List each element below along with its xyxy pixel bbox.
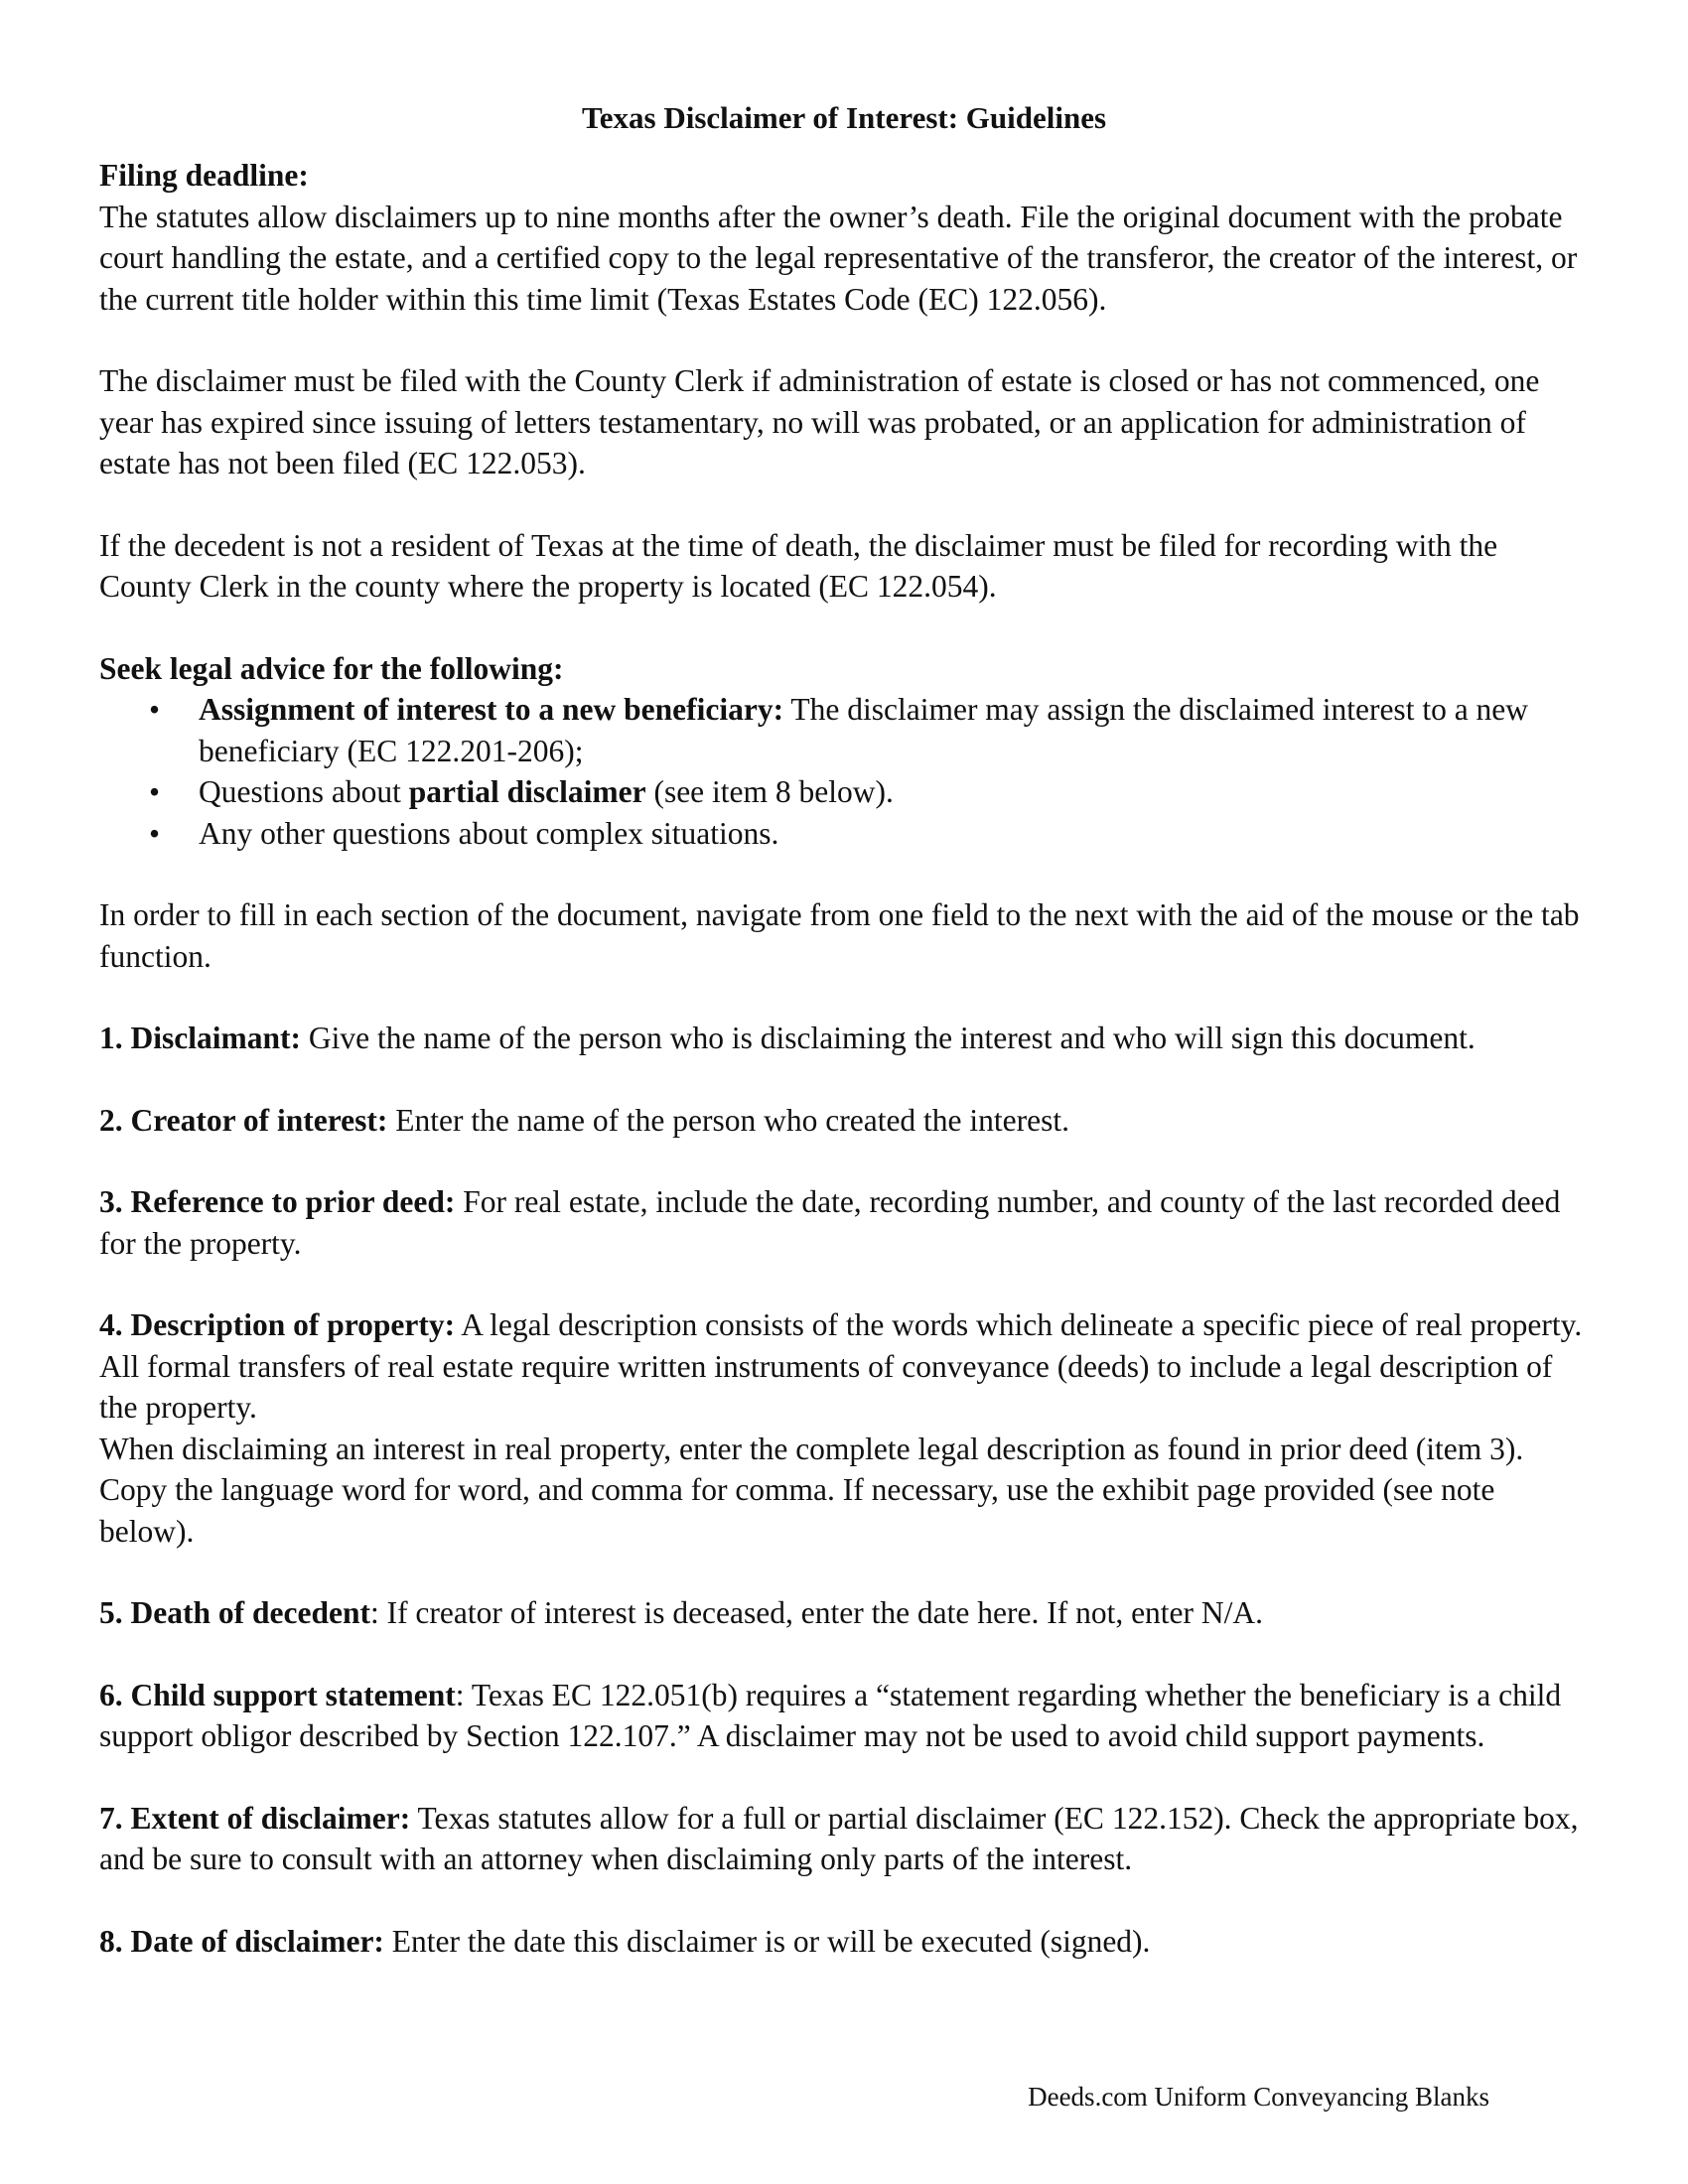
item-label: 8. Date of disclaimer: [99, 1923, 384, 1959]
item-8 [99, 1921, 1589, 1963]
bullet-1-bold: Assignment of interest to a new beneficiary: [199, 692, 784, 727]
filing-paragraph-3: If the decedent is not a resident of Texas at the time of death, the disclaimer must be filed for recording with the County Clerk in the county where the property is located (EC 122.054). [99, 527, 1498, 604]
footer-attribution: Deeds.com Uniform Conveyancing Blanks [1028, 2082, 1489, 2112]
page-title: Texas Disclaimer of Interest: Guidelines [581, 100, 1107, 135]
item-text: Texas statutes allow for a full or partial disclaimer (EC 122.152). Check the appropriate box, and be sure to consult with an attorney when disclaiming only parts of the interest. [99, 1800, 1579, 1876]
list-item [99, 771, 1589, 813]
filing-paragraph-2: The disclaimer must be filed with the County Clerk if administration of estate is closed or has not commenced, one year has expired since issuing of letters testamentary, no will was probated, or an application for administration of estate has not been filed (EC 122.053). [99, 363, 1540, 480]
item-text: A legal description consists of the words which delineate a specific piece of real property. All formal transfers of real estate require written instruments of conveyance (deeds) to include a legal description of the property. [99, 1307, 1583, 1425]
legal-advice-list [99, 689, 1589, 854]
bullet-2-bold: partial disclaimer [408, 774, 646, 809]
item-4 [99, 1304, 1589, 1429]
list-item [99, 689, 1589, 771]
item-label: 7. Extent of disclaimer: [99, 1800, 411, 1836]
item-1 [99, 1018, 1589, 1059]
item-4-extra: When disclaiming an interest in real property, enter the complete legal description as found in prior deed (item 3). Copy the language word for word, and comma for comma. If necessary, use the exhibit page provided (see note below). [99, 1431, 1524, 1549]
bullet-2-pre: Questions about [199, 774, 409, 809]
item-text: Enter the name of the person who created the interest. [387, 1102, 1070, 1138]
bullet-2-post: (see item 8 below). [645, 774, 894, 809]
item-label: 1. Disclaimant: [99, 1021, 301, 1055]
item-3 [99, 1181, 1589, 1264]
list-item [99, 813, 1589, 855]
item-text: Give the name of the person who is disclaiming the interest and who will sign this document. [300, 1021, 1476, 1055]
item-6 [99, 1675, 1589, 1757]
item-label: 5. Death of decedent [99, 1595, 370, 1630]
item-text: Enter the date this disclaimer is or will be executed (signed). [383, 1923, 1151, 1959]
bullet-3-text: Any other questions about complex situations. [199, 815, 779, 851]
item-label: 6. Child support statement [99, 1677, 456, 1712]
legal-advice-heading: Seek legal advice for the following: [99, 650, 564, 686]
item-text: : If creator of interest is deceased, enter the date here. If not, enter N/A. [369, 1595, 1264, 1630]
item-text: For real estate, include the date, recording number, and county of the last recorded deed for the property. [99, 1184, 1561, 1261]
bullet-1-text: The disclaimer may assign the disclaimed interest to a new beneficiary (EC 122.201-206); [199, 692, 1529, 768]
item-label: 2. Creator of interest: [99, 1102, 388, 1138]
filing-paragraph-1: The statutes allow disclaimers up to nine months after the owner’s death. File the original document with the probate court handling the estate, and a certified copy to the legal representative of the transferor, the creator of the interest, or the current title holder within this time limit (Texas Estates Code (EC) 122.056). [99, 199, 1578, 317]
item-label: 3. Reference to prior deed: [99, 1184, 456, 1219]
navigate-paragraph: In order to fill in each section of the document, navigate from one field to the next with the aid of the mouse or the tab function. [99, 897, 1580, 974]
item-5 [99, 1592, 1589, 1634]
item-7 [99, 1798, 1589, 1880]
filing-deadline-heading: Filing deadline: [99, 158, 309, 193]
item-label: 4. Description of property: [99, 1307, 456, 1342]
item-2 [99, 1100, 1589, 1142]
item-text: : Texas EC 122.051(b) requires a “statement regarding whether the beneficiary is a child support obligor described by Section 122.107.” A disclaimer may not be used to avoid child support payments. [99, 1677, 1562, 1753]
